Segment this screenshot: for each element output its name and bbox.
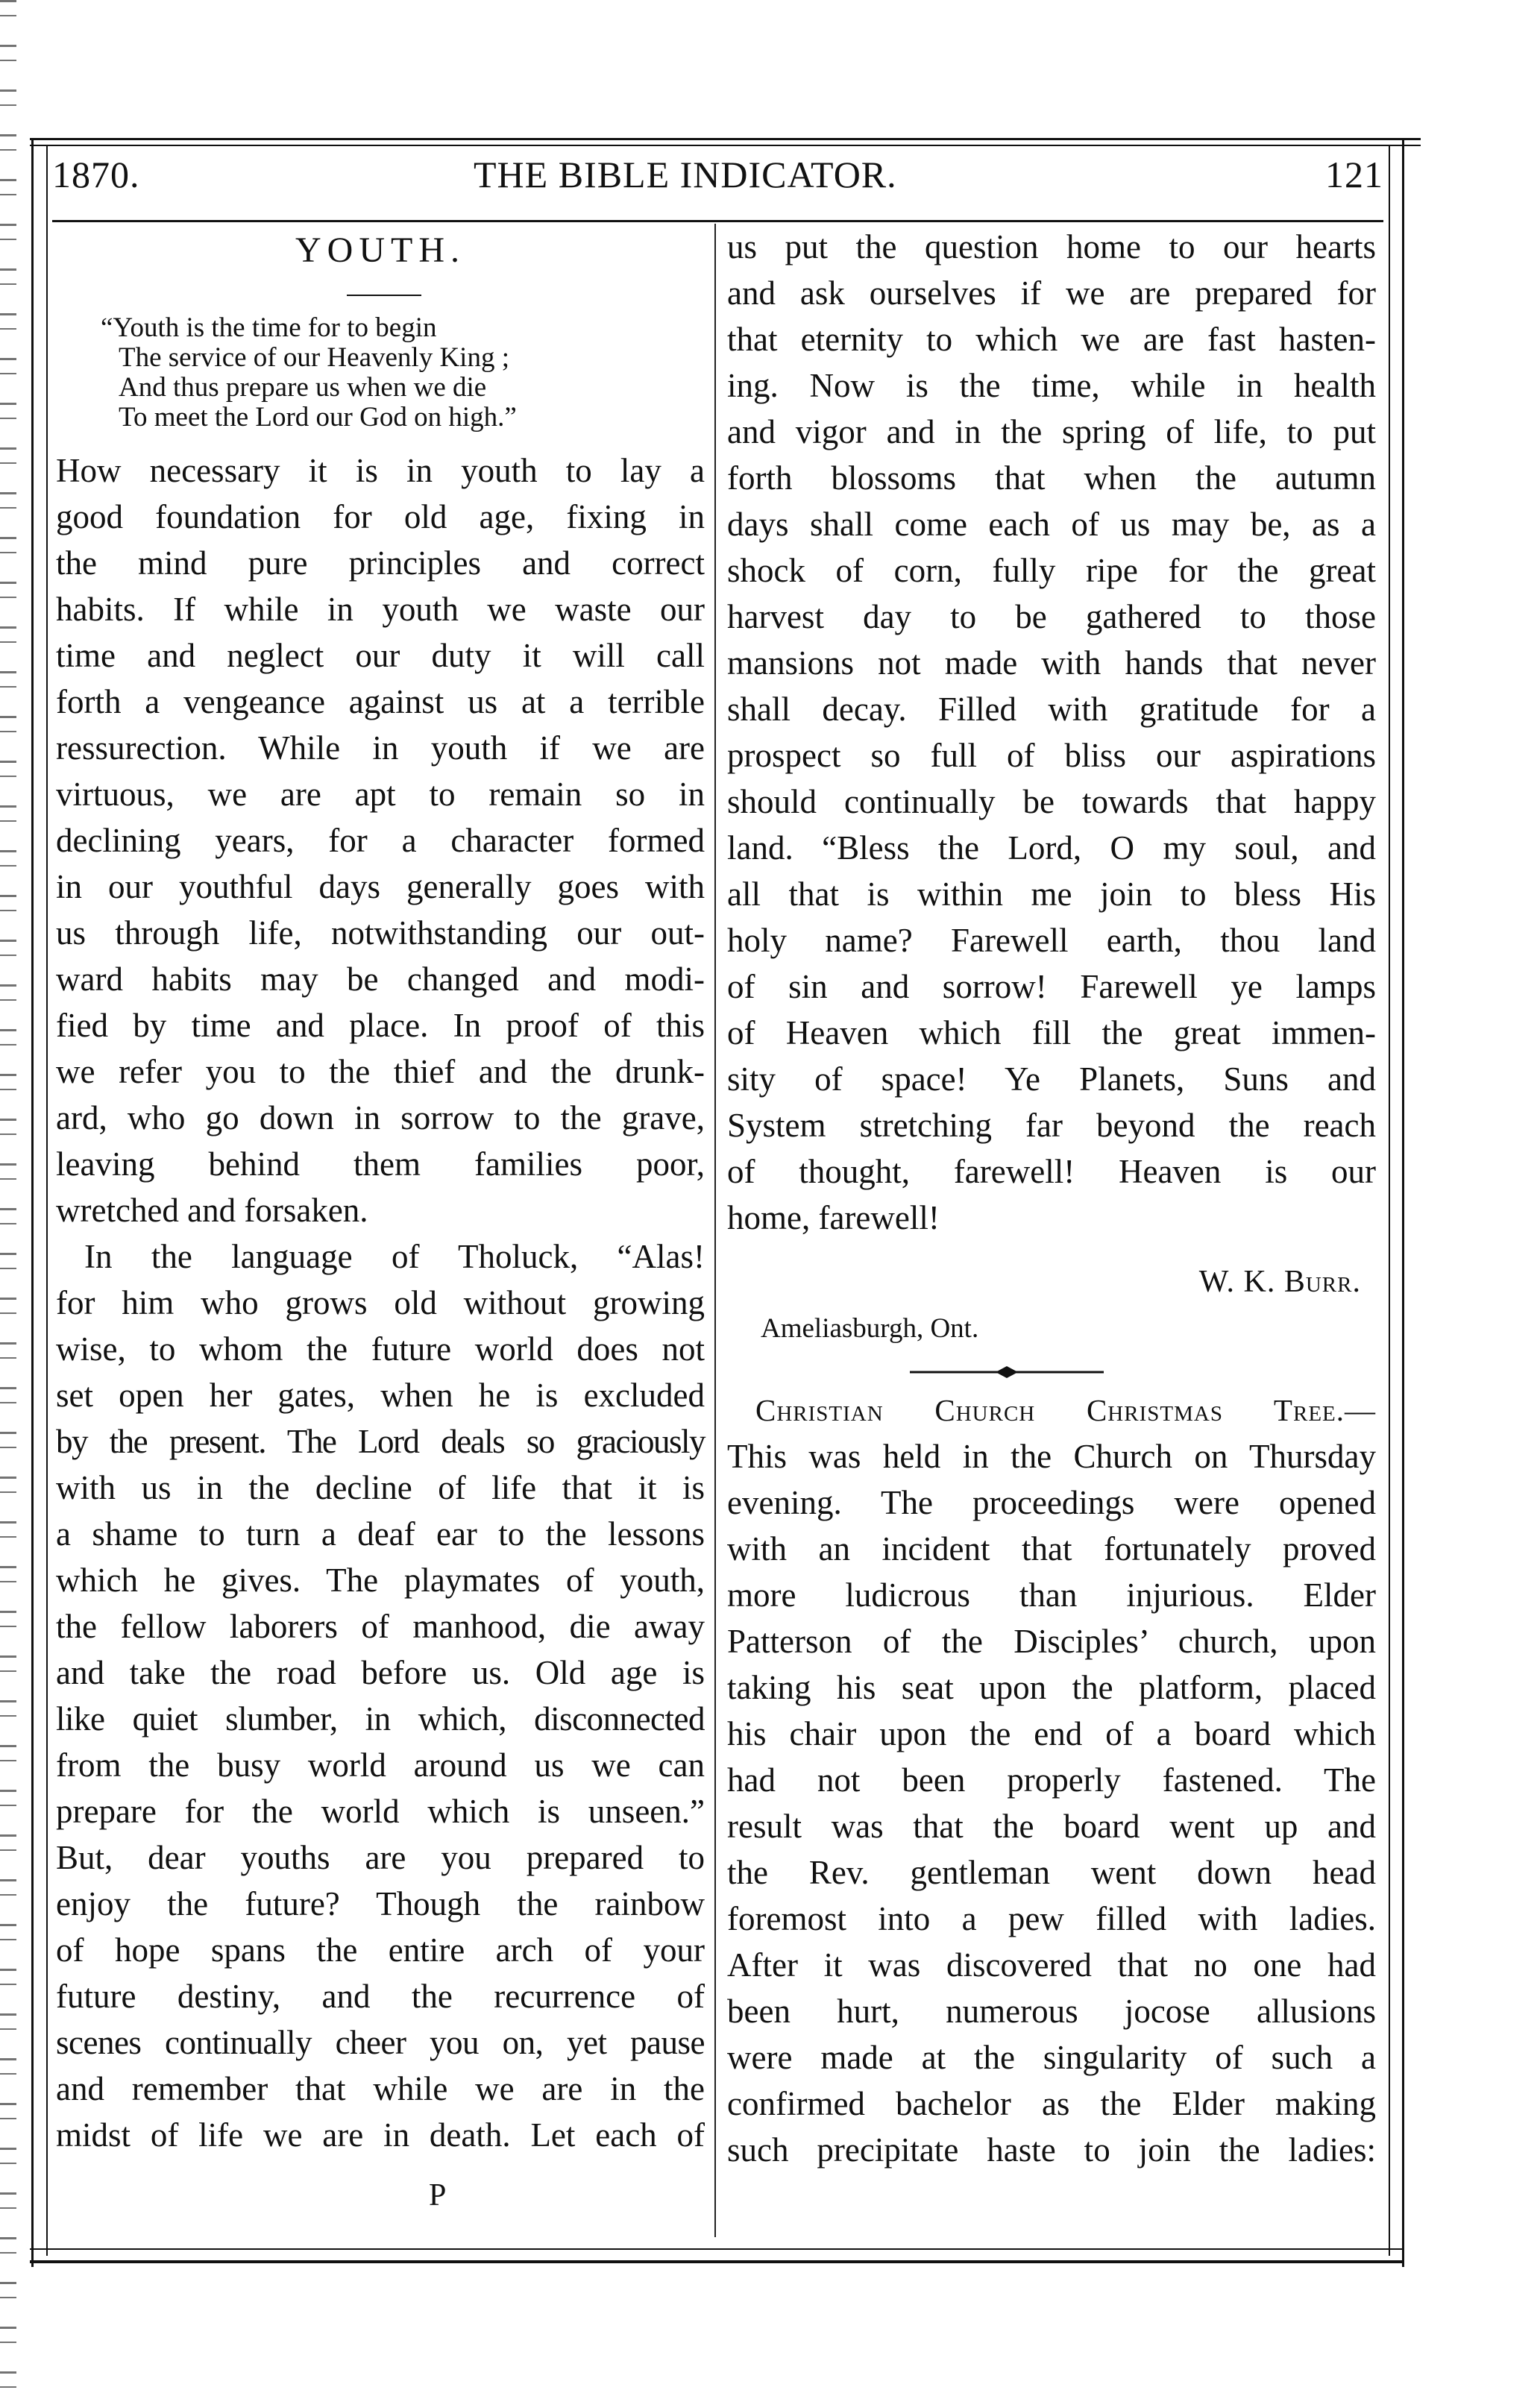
- text-line: scenes continually cheer you on, yet pause: [56, 2024, 705, 2061]
- scan-edge: [0, 0, 16, 2393]
- text-line: such precipitate haste to join the ladies:: [727, 2131, 1376, 2169]
- text-line: should continually be towards that happy: [727, 783, 1376, 820]
- text-line: enjoy the future? Though the rainbow: [56, 1885, 705, 1922]
- text-line: result was that the board went up and: [727, 1808, 1376, 1845]
- text-line: we refer you to the thief and the drunk-: [56, 1053, 705, 1090]
- page-frame-top: [30, 138, 1421, 146]
- header-year: 1870.: [52, 154, 140, 195]
- text-line: System stretching far beyond the reach: [727, 1107, 1376, 1144]
- text-line: us put the question home to our hearts: [727, 228, 1376, 265]
- text-line: taking his seat upon the platform, placed: [727, 1669, 1376, 1706]
- text-line: by the present. The Lord deals so graciously: [56, 1423, 705, 1460]
- text-line: forth a vengeance against us at a terrible: [56, 683, 705, 720]
- text-line: midst of life we are in death. Let each of: [56, 2116, 705, 2154]
- text-line: evening. The proceedings were opened: [727, 1484, 1376, 1521]
- text-line: of Heaven which fill the great immen-: [727, 1014, 1376, 1051]
- poem-line: The service of our Heavenly King ;: [119, 342, 509, 373]
- page-frame-left-inner: [46, 145, 48, 2256]
- text-line: How necessary it is in youth to lay a: [56, 452, 705, 489]
- text-line: shock of corn, fully ripe for the great: [727, 552, 1376, 589]
- author-location: Ameliasburgh, Ont.: [761, 1313, 979, 1344]
- text-line: But, dear youths are you prepared to: [56, 1839, 705, 1876]
- text-line: that eternity to which we are fast hasten-: [727, 321, 1376, 358]
- news-item: [727, 1387, 1376, 2173]
- text-line: ing. Now is the time, while in health: [727, 367, 1376, 404]
- text-line: wretched and forsaken.: [56, 1192, 368, 1229]
- text-line: future destiny, and the recurrence of: [56, 1978, 705, 2015]
- text-line: mansions not made with hands that never: [727, 644, 1376, 682]
- column-divider: [714, 224, 716, 2237]
- text-line: and take the road before us. Old age is: [56, 1654, 705, 1691]
- text-line: with an incident that fortunately proved: [727, 1530, 1376, 1567]
- text-line: foremost into a pew filled with ladies.: [727, 1900, 1376, 1937]
- text-line: ressurection. While in youth if we are: [56, 729, 705, 767]
- epigraph-poem: [101, 313, 712, 433]
- text-line: leaving behind them families poor,: [56, 1145, 705, 1183]
- text-line: the mind pure principles and correct: [56, 544, 705, 582]
- text-line: his chair upon the end of a board which: [727, 1715, 1376, 1752]
- text-line: a shame to turn a deaf ear to the lessons: [56, 1515, 705, 1553]
- text-line: and ask ourselves if we are prepared for: [727, 274, 1376, 312]
- text-line: us through life, notwithstanding our out-: [56, 914, 705, 952]
- text-line: the fellow laborers of manhood, die away: [56, 1608, 705, 1645]
- text-line: forth blossoms that when the autumn: [727, 459, 1376, 497]
- page-frame-left-outer: [31, 138, 34, 2267]
- author-signature: W. K. Burr.: [1198, 1265, 1361, 1299]
- page-frame-bottom: [30, 2248, 1404, 2263]
- text-line: prospect so full of bliss our aspirations: [727, 737, 1376, 774]
- text-line: In the language of Tholuck, “Alas!: [84, 1238, 705, 1275]
- text-line: ard, who go down in sorrow to the grave,: [56, 1099, 705, 1136]
- text-line: land. “Bless the Lord, O my soul, and: [727, 829, 1376, 867]
- ornamental-rule: [910, 1365, 1104, 1380]
- text-line: like quiet slumber, in which, disconnected: [56, 1700, 705, 1738]
- header-page-number: 121: [1325, 154, 1383, 195]
- text-line: of sin and sorrow! Farewell ye lamps: [727, 968, 1376, 1005]
- poem-line: And thus prepare us when we die: [119, 372, 487, 403]
- text-line: habits. If while in youth we waste our: [56, 591, 705, 628]
- text-line: virtuous, we are apt to remain so in: [56, 776, 705, 813]
- text-line: and remember that while we are in the: [56, 2070, 705, 2107]
- text-line: were made at the singularity of such a: [727, 2039, 1376, 2076]
- text-line: wise, to whom the future world does not: [56, 1330, 705, 1368]
- news-heading: [727, 1387, 1376, 1433]
- header-title: THE BIBLE INDICATOR.: [474, 154, 897, 195]
- text-line: in our youthful days generally goes with: [56, 868, 705, 905]
- text-line: set open her gates, when he is excluded: [56, 1377, 705, 1414]
- text-line: sity of space! Ye Planets, Suns and: [727, 1060, 1376, 1098]
- page-frame-right-inner: [1389, 145, 1390, 2256]
- text-line: harvest day to be gathered to those: [727, 598, 1376, 635]
- text-line: time and neglect our duty it will call: [56, 637, 705, 674]
- text-line: of thought, farewell! Heaven is our: [727, 1153, 1376, 1190]
- text-line: declining years, for a character formed: [56, 822, 705, 859]
- news-heading-text: Christian Church Christmas Tree.—: [755, 1393, 1376, 1427]
- text-line: for him who grows old without growing: [56, 1284, 705, 1321]
- text-line: had not been properly fastened. The: [727, 1761, 1376, 1799]
- text-line: This was held in the Church on Thursday: [727, 1438, 1376, 1475]
- text-line: holy name? Farewell earth, thou land: [727, 922, 1376, 959]
- text-line: Patterson of the Disciples’ church, upon: [727, 1623, 1376, 1660]
- text-line: days shall come each of us may be, as a: [727, 506, 1376, 543]
- article-body: [56, 447, 705, 2158]
- header-rule: [52, 220, 1383, 222]
- text-line: home, farewell!: [727, 1199, 940, 1236]
- text-line: ward habits may be changed and modi-: [56, 960, 705, 998]
- poem-line: “Youth is the time for to begin: [101, 312, 437, 343]
- text-line: confirmed bachelor as the Elder making: [727, 2085, 1376, 2122]
- text-line: all that is within me join to bless His: [727, 875, 1376, 913]
- text-line: been hurt, numerous jocose allusions: [727, 1993, 1376, 2030]
- text-line: from the busy world around us we can: [56, 1746, 705, 1784]
- article-continuation: [727, 224, 1376, 1241]
- text-line: of hope spans the entire arch of your: [56, 1931, 705, 1969]
- text-line: After it was discovered that no one had: [727, 1946, 1376, 1984]
- text-line: which he gives. The playmates of youth,: [56, 1562, 705, 1599]
- text-line: fied by time and place. In proof of this: [56, 1007, 705, 1044]
- text-line: the Rev. gentleman went down head: [727, 1854, 1376, 1891]
- text-line: shall decay. Filled with gratitude for a: [727, 691, 1376, 728]
- text-line: and vigor and in the spring of life, to put: [727, 413, 1376, 450]
- text-line: with us in the decline of life that it is: [56, 1469, 705, 1506]
- text-line: more ludicrous than injurious. Elder: [727, 1576, 1376, 1614]
- signature-mark: P: [429, 2178, 447, 2213]
- page-frame-right-outer: [1402, 138, 1404, 2267]
- text-line: prepare for the world which is unseen.”: [56, 1793, 705, 1830]
- article-heading: YOUTH.: [295, 230, 465, 270]
- text-line: good foundation for old age, fixing in: [56, 498, 705, 535]
- running-header: [52, 153, 1383, 213]
- poem-line: To meet the Lord our God on high.”: [119, 402, 517, 433]
- heading-rule: [347, 295, 421, 296]
